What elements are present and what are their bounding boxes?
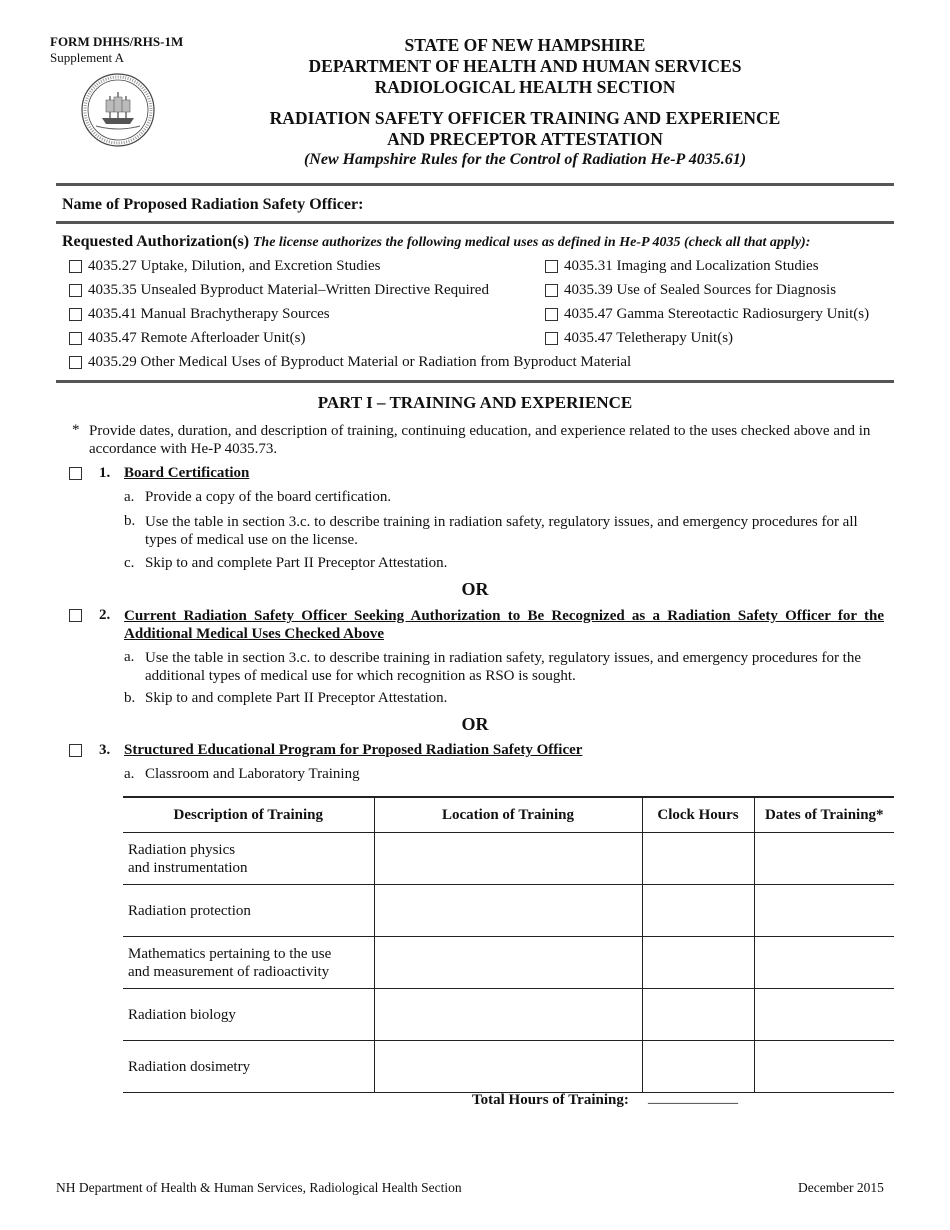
rso-name-label: Name of Proposed Radiation Safety Officer:	[62, 196, 364, 213]
item1-b: Use the table in section 3.c. to describe training in radiation safety, regulatory issues, and emergency procedures for all types of medical use on the license.	[145, 514, 858, 548]
part1-title: PART I – TRAINING AND EXPERIENCE	[317, 393, 633, 412]
checkbox-board-certification[interactable]	[69, 467, 82, 480]
divider	[56, 221, 894, 224]
training-description: Mathematics pertaining to the use and measurement of radioactivity	[123, 937, 374, 989]
item2-title: Current Radiation Safety Officer Seeking Authorization to Be Recognized as a Radiation Safety Officer for the Additional Medical Uses Checked Above	[124, 608, 884, 642]
table-header-row	[123, 797, 894, 833]
form-title-line2: AND PRECEPTOR ATTESTATION	[387, 129, 663, 149]
item1-a: Provide a copy of the board certification.	[145, 489, 392, 505]
training-description: Radiation biology	[123, 989, 374, 1041]
option-label: 4035.29 Other Medical Uses of Byproduct Material or Radiation from Byproduct Material	[88, 354, 632, 370]
clock-hours-cell[interactable]	[642, 989, 754, 1041]
list-marker: a.	[124, 649, 135, 665]
section-heading: RADIOLOGICAL HEALTH SECTION	[374, 77, 676, 97]
item1-c: Skip to and complete Part II Preceptor Attestation.	[145, 555, 448, 571]
clock-hours-cell[interactable]	[642, 885, 754, 937]
checkbox-structured-program[interactable]	[69, 744, 82, 757]
option-label: 4035.47 Gamma Stereotactic Radiosurgery Unit(s)	[564, 306, 870, 322]
clock-hours-cell[interactable]	[642, 1041, 754, 1093]
supplement-label: Supplement A	[50, 50, 125, 65]
option-label: 4035.41 Manual Brachytherapy Sources	[88, 306, 330, 322]
list-marker: b.	[124, 690, 136, 706]
part1-note: Provide dates, duration, and description of training, continuing education, and experience related to the uses checked above and in accordance with He-P 4035.73.	[89, 423, 871, 457]
checkbox-4035-29[interactable]	[69, 356, 82, 369]
clock-hours-cell[interactable]	[642, 833, 754, 885]
location-cell[interactable]	[374, 937, 642, 989]
item2-a: Use the table in section 3.c. to describe training in radiation safety, regulatory issues, and emergency procedures for the additional types of medical use for which recognition as RSO is sought.	[145, 650, 862, 684]
training-description: Radiation protection	[123, 885, 374, 937]
checkbox-4035-39[interactable]	[545, 284, 558, 297]
dates-cell[interactable]	[754, 937, 894, 989]
training-description: Radiation physics and instrumentation	[123, 833, 374, 885]
form-title-line1: RADIATION SAFETY OFFICER TRAINING AND EXPERIENCE	[269, 108, 781, 128]
dates-cell[interactable]	[754, 885, 894, 937]
clock-hours-cell[interactable]	[642, 937, 754, 989]
option-label: 4035.39 Use of Sealed Sources for Diagnosis	[564, 282, 837, 298]
item3-title: Structured Educational Program for Proposed Radiation Safety Officer	[124, 742, 583, 758]
checkbox-current-rso[interactable]	[69, 609, 82, 622]
training-table	[123, 796, 894, 1093]
rso-name-input[interactable]	[386, 192, 886, 216]
location-cell[interactable]	[374, 1041, 642, 1093]
authorization-instruction: The license authorizes the following medical uses as defined in He-P 4035 (check all that apply):	[252, 235, 811, 250]
table-row	[123, 833, 894, 885]
table-row	[123, 885, 894, 937]
column-header: Clock Hours	[642, 797, 754, 833]
column-header: Description of Training	[123, 797, 374, 833]
total-hours-input[interactable]: ____________	[648, 1090, 738, 1106]
column-header: Location of Training	[374, 797, 642, 833]
location-cell[interactable]	[374, 885, 642, 937]
option-label: 4035.35 Unsealed Byproduct Material–Written Directive Required	[88, 282, 489, 298]
form-id: FORM DHHS/RHS-1M	[50, 34, 184, 49]
checkbox-4035-41[interactable]	[69, 308, 82, 321]
item1-title: Board Certification	[124, 465, 250, 481]
table-row	[123, 937, 894, 989]
dates-cell[interactable]	[754, 833, 894, 885]
checkbox-4035-35[interactable]	[69, 284, 82, 297]
option-label: 4035.47 Remote Afterloader Unit(s)	[88, 330, 306, 346]
dates-cell[interactable]	[754, 989, 894, 1041]
total-hours-label: Total Hours of Training:	[472, 1092, 629, 1108]
or-separator: OR	[461, 714, 489, 734]
divider	[56, 380, 894, 383]
location-cell[interactable]	[374, 833, 642, 885]
footer-department: NH Department of Health & Human Services, Radiological Health Section	[56, 1180, 462, 1195]
table-row	[123, 1041, 894, 1093]
item2-b: Skip to and complete Part II Preceptor Attestation.	[145, 690, 448, 706]
list-marker: c.	[124, 555, 135, 571]
department-heading: DEPARTMENT OF HEALTH AND HUMAN SERVICES	[308, 56, 742, 76]
state-heading: STATE OF NEW HAMPSHIRE	[404, 35, 646, 55]
item-number: 1.	[99, 465, 111, 481]
checkbox-4035-47-remote[interactable]	[69, 332, 82, 345]
form-subtitle: (New Hampshire Rules for the Control of Radiation He-P 4035.61)	[303, 151, 747, 168]
location-cell[interactable]	[374, 989, 642, 1041]
option-label: 4035.47 Teletherapy Unit(s)	[564, 330, 734, 346]
footer-date: December 2015	[798, 1180, 884, 1195]
list-marker: a.	[124, 489, 135, 505]
item3-a: Classroom and Laboratory Training	[145, 766, 360, 782]
divider	[56, 183, 894, 186]
column-header: Dates of Training*	[754, 797, 894, 833]
checkbox-4035-27[interactable]	[69, 260, 82, 273]
authorization-label: Requested Authorization(s)	[62, 233, 250, 250]
state-seal-icon	[80, 72, 156, 148]
authorization-heading	[62, 233, 810, 251]
table-row	[123, 989, 894, 1041]
or-separator: OR	[461, 579, 489, 599]
item-number: 3.	[99, 742, 111, 758]
option-label: 4035.31 Imaging and Localization Studies	[564, 258, 819, 274]
note-marker: *	[72, 422, 80, 438]
checkbox-4035-47-gamma[interactable]	[545, 308, 558, 321]
checkbox-4035-31[interactable]	[545, 260, 558, 273]
checkbox-4035-47-teletherapy[interactable]	[545, 332, 558, 345]
list-marker: b.	[124, 513, 136, 529]
training-description: Radiation dosimetry	[123, 1041, 374, 1093]
option-label: 4035.27 Uptake, Dilution, and Excretion Studies	[88, 258, 381, 274]
item-number: 2.	[99, 607, 111, 623]
list-marker: a.	[124, 766, 135, 782]
dates-cell[interactable]	[754, 1041, 894, 1093]
